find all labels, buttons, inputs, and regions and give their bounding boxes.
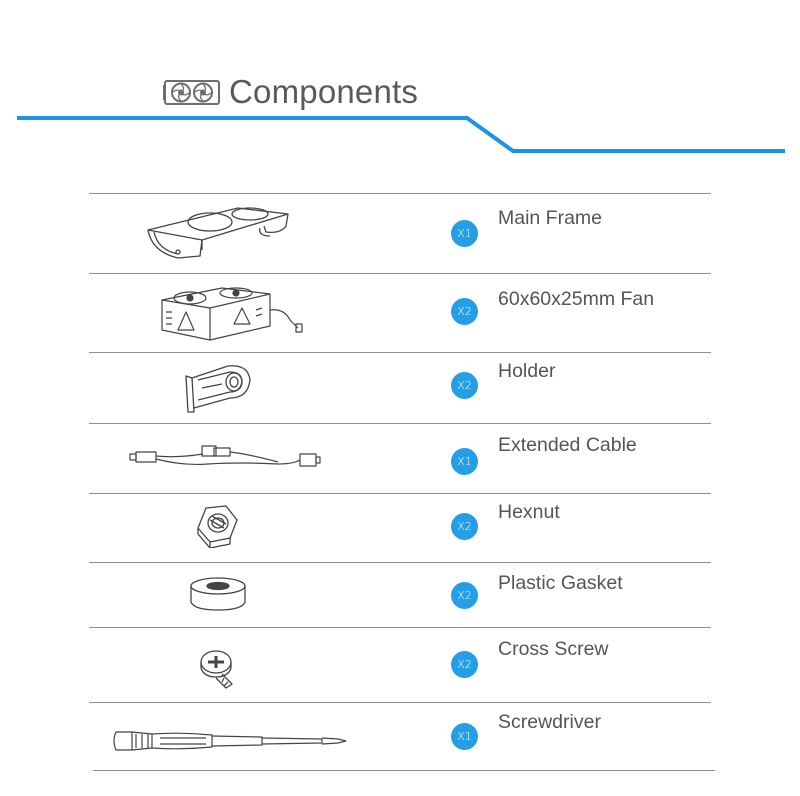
page-title: Components [229,73,419,110]
table-divider [89,273,711,274]
cable-icon [128,440,323,478]
item-name: Hexnut [498,501,560,523]
table-divider [89,193,711,194]
table-divider [89,627,711,628]
screwdriver-icon [112,726,350,756]
table-divider [89,423,711,424]
item-name: Screwdriver [498,711,601,733]
holder-icon [180,358,255,416]
quantity-badge: X1 [451,220,478,247]
table-divider [89,352,711,353]
item-name: Holder [498,360,556,382]
main-frame-icon [140,200,295,268]
item-name: Cross Screw [498,638,609,660]
gasket-icon [188,575,248,613]
quantity-badge: X2 [451,651,478,678]
quantity-badge: X1 [451,723,478,750]
hexnut-icon [194,502,240,548]
item-name: Plastic Gasket [498,572,623,594]
quantity-badge: X2 [451,582,478,609]
table-divider [89,702,711,703]
graphics-card-icon [163,79,221,106]
item-name: Extended Cable [498,434,637,456]
table-divider [89,562,711,563]
quantity-badge: X2 [451,372,478,399]
table-divider [93,770,715,771]
fan-icon [150,280,310,348]
quantity-badge: X2 [451,513,478,540]
quantity-badge: X2 [451,298,478,325]
screw-icon [196,648,242,694]
quantity-badge: X1 [451,448,478,475]
item-name: Main Frame [498,207,603,229]
item-name: 60x60x25mm Fan [498,288,655,310]
table-divider [89,493,711,494]
